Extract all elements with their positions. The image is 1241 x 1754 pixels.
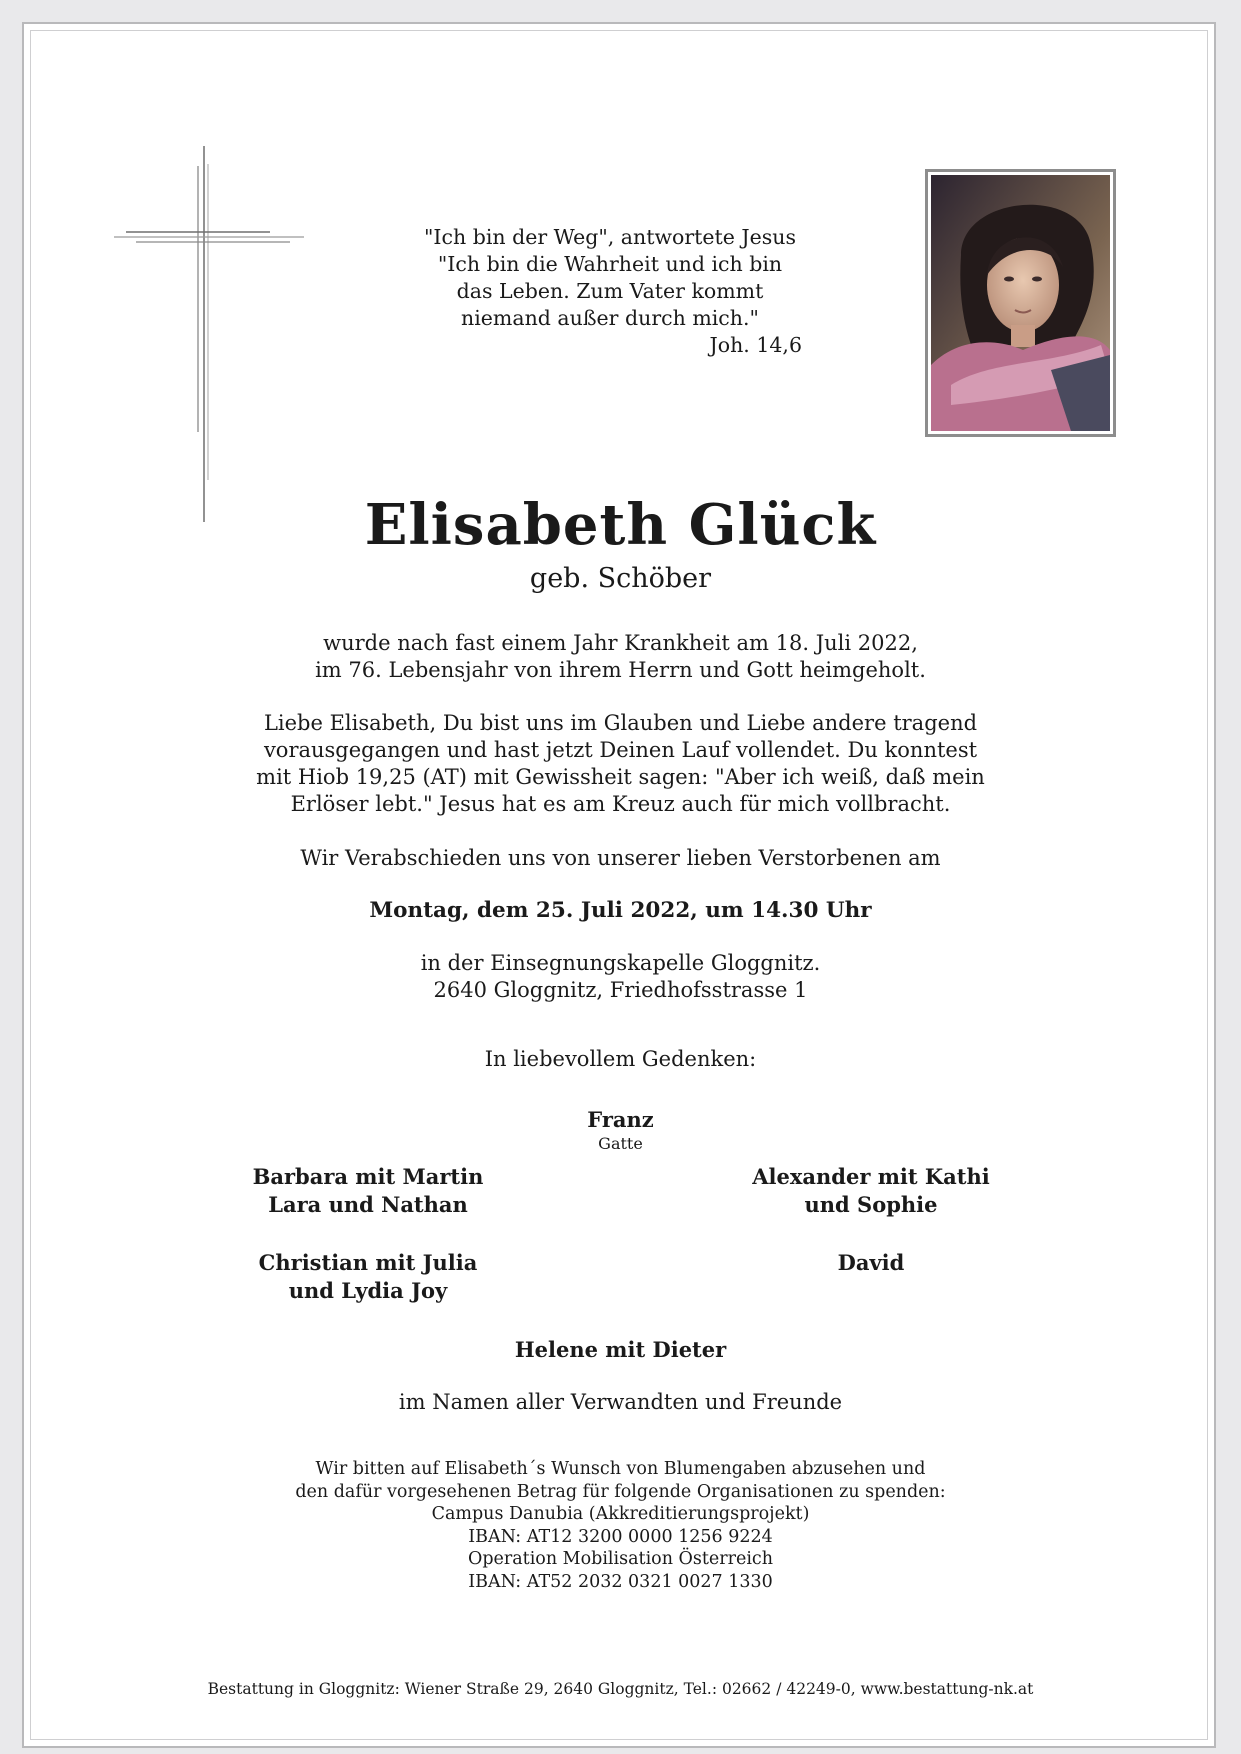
text-line: Erlöser lebt." Jesus hat es am Kreuz auch für mich vollbracht. [290,792,951,816]
remembrance-heading: In liebevollem Gedenken: [484,1047,757,1071]
death-notice [0,630,1241,684]
mourner-name: Franz [587,1107,654,1132]
quote-line: "Ich bin die Wahrheit und ich bin [437,252,783,276]
text-line: vorausgegangen und hast jetzt Deinen Lauf vollendet. Du konntest [263,738,978,762]
mourner-line: und Lydia Joy [288,1278,448,1303]
farewell-intro: Wir Verabschieden uns von unserer lieben Verstorbenen am [300,846,941,870]
donation-request [0,1458,1241,1593]
mourner-relation: Gatte [598,1134,643,1153]
text-line: wurde nach fast einem Jahr Krankheit am 18. Juli 2022, [323,631,918,655]
ceremony-date: Montag, dem 25. Juli 2022, um 14.30 Uhr [369,898,872,923]
mourner-line: Alexander mit Kathi [752,1164,990,1189]
tribute-paragraph [0,710,1241,818]
funeral-home-footer: Bestattung in Gloggnitz: Wiener Straße 29, 2640 Gloggnitz, Tel.: 02662 / 42249-0, www.bestattung-nk.at [207,1680,1034,1698]
mourner-line: und Sophie [804,1192,938,1217]
quote-line: das Leben. Zum Vater kommt [456,279,764,303]
closing-line: im Namen aller Verwandten und Freunde [398,1390,843,1414]
mourner-line: Barbara mit Martin [252,1164,484,1189]
portrait-photo [925,169,1116,437]
mourner-line: Lara und Nathan [268,1192,468,1217]
mourner-line: David [837,1250,905,1275]
mourner-barbara [218,1163,518,1219]
text-line: den dafür vorgesehenen Betrag für folgende Organisationen zu spenden: [295,1481,946,1502]
text-line: IBAN: AT52 2032 0321 0027 1330 [468,1571,773,1592]
cross-icon [114,146,304,526]
text-line: im 76. Lebensjahr von ihrem Herrn und Gott heimgeholt. [315,658,926,682]
text-line: Campus Danubia (Akkreditierungsprojekt) [431,1504,810,1524]
mourner-david [721,1249,1021,1277]
bible-quote [400,224,820,359]
mourner-helene [0,1336,1241,1364]
portrait-image [931,175,1110,431]
quote-reference: Joh. 14,6 [709,333,802,357]
mourner-alexander [721,1163,1021,1219]
ceremony-location [0,950,1241,1004]
text-line: mit Hiob 19,25 (AT) mit Gewissheit sagen: "Aber ich weiß, daß mein [256,765,985,789]
text-line: Wir bitten auf Elisabeth´s Wunsch von Blumengaben abzusehen und [315,1459,926,1479]
deceased-name: Elisabeth Glück [364,492,877,558]
mourner-spouse [0,1106,1241,1154]
text-line: 2640 Gloggnitz, Friedhofsstrasse 1 [433,978,808,1002]
text-line: Operation Mobilisation Österreich [467,1549,774,1569]
quote-line: niemand außer durch mich." [461,306,759,330]
mourner-christian [218,1249,518,1305]
text-line: in der Einsegnungskapelle Gloggnitz. [420,951,821,975]
text-line: Liebe Elisabeth, Du bist uns im Glauben und Liebe andere tragend [263,711,978,735]
maiden-name: geb. Schöber [529,563,712,594]
mourner-line: Helene mit Dieter [514,1337,727,1362]
text-line: IBAN: AT12 3200 0000 1256 9224 [468,1526,773,1547]
quote-line: "Ich bin der Weg", antwortete Jesus [423,225,796,249]
mourner-line: Christian mit Julia [258,1250,478,1275]
